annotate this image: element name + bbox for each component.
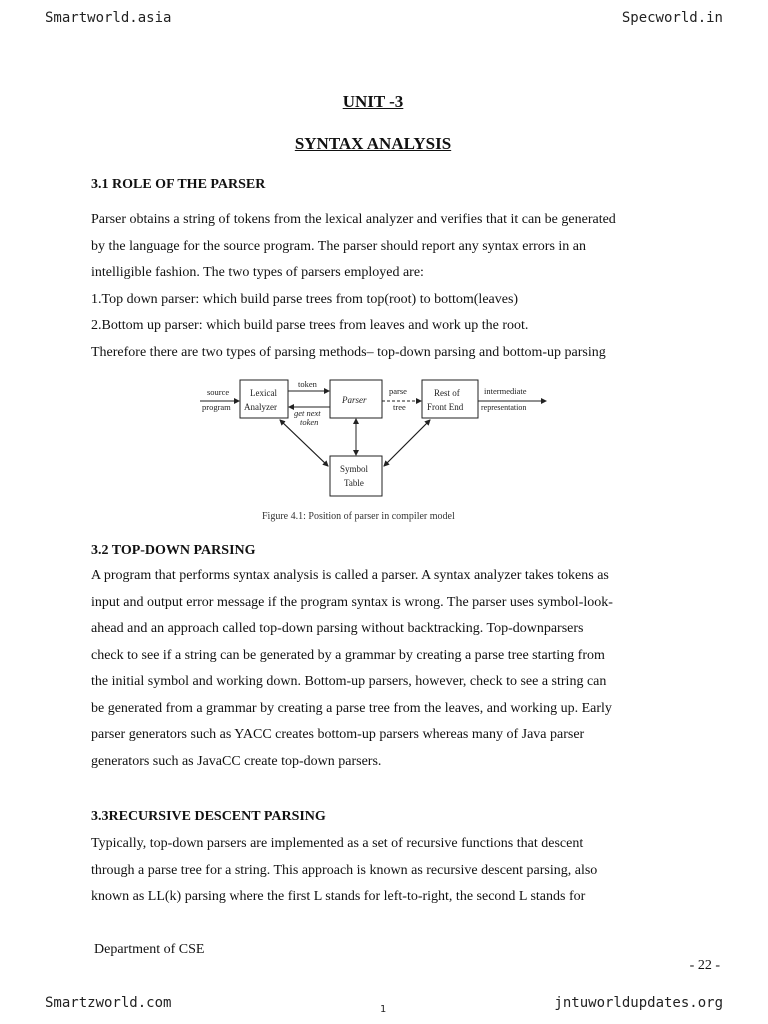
page-number: - 22 -: [689, 958, 720, 973]
text-line: parser generators such as YACC creates bottom-up parsers whereas many of Java parser: [91, 727, 585, 742]
figure-caption: Figure 4.1: Position of parser in compiler model: [262, 511, 455, 522]
text-line: 2.Bottom up parser: which build parse trees from leaves and work up the root.: [91, 318, 529, 333]
label-analyzer: Analyzer: [244, 402, 277, 412]
label-lexical: Lexical: [250, 388, 277, 398]
label-intermediate: intermediate: [484, 386, 527, 396]
section-body-recursive: [91, 831, 657, 911]
text-line: input and output error message if the program syntax is wrong. The parser uses symbol-look-: [91, 594, 613, 610]
text-line: known as LL(k) parsing where the first L stands for left-to-right, the second L stands for: [91, 889, 586, 904]
text-line: ahead and an approach called top-down parsing without backtracking. Top-downparsers: [91, 621, 584, 636]
subject-title: SYNTAX ANALYSIS: [294, 134, 452, 153]
section-body-role: [91, 207, 657, 366]
section-heading-topdown: 3.2 TOP-DOWN PARSING: [91, 543, 256, 558]
label-token: token: [298, 379, 317, 389]
label-representation: representation: [481, 403, 527, 412]
footer-right-site: jntuworldupdates.org: [554, 995, 723, 1011]
label-front-end: Front End: [427, 402, 464, 412]
label-program: program: [202, 402, 231, 412]
text-line: intelligible fashion. The two types of parsers employed are:: [91, 265, 424, 280]
parser-diagram: [200, 374, 550, 504]
text-line: Therefore there are two types of parsing methods– top-down parsing and bottom-up parsing: [91, 344, 606, 360]
footer-center-number: 1: [380, 1004, 387, 1015]
text-line: generators such as JavaCC create top-down parsers.: [91, 753, 382, 769]
label-symbol: Symbol: [340, 464, 369, 474]
text-line: be generated from a grammar by creating a parse tree from the leaves, and working up. Early: [91, 700, 612, 716]
header-left-site: Smartworld.asia: [45, 10, 172, 26]
header-right-site: Specworld.in: [621, 10, 723, 26]
unit-title: UNIT -3: [342, 92, 404, 111]
text-line: A program that performs syntax analysis is called a parser. A syntax analyzer takes tokens as: [91, 568, 609, 583]
footer-left-site: Smartzworld.com: [45, 995, 172, 1011]
text-line: check to see if a string can be generated by a grammar by creating a parse tree starting from: [91, 647, 605, 663]
section-heading-recursive: 3.3RECURSIVE DESCENT PARSING: [91, 809, 326, 824]
department-label: Department of CSE: [94, 942, 205, 957]
symbol-table-box: [330, 456, 382, 496]
section-body-topdown: [91, 563, 657, 775]
label-table: Table: [344, 478, 364, 488]
text-line: through a parse tree for a string. This approach is known as recursive descent parsing, also: [91, 862, 598, 878]
lexical-analyzer-box: [240, 380, 288, 418]
text-line: Parser obtains a string of tokens from the lexical analyzer and verifies that it can be generated: [91, 212, 616, 227]
label-get-next: get next: [294, 408, 321, 418]
rest-of-front-end-box: [422, 380, 478, 418]
section-heading-role: 3.1 ROLE OF THE PARSER: [91, 177, 266, 192]
text-line: the initial symbol and working down. Bottom-up parsers, however, check to see a string can: [91, 674, 607, 689]
text-line: by the language for the source program. The parser should report any syntax errors in an: [91, 238, 587, 254]
label-parse: parse: [389, 386, 407, 396]
label-source: source: [207, 387, 230, 397]
label-parser: Parser: [342, 395, 367, 405]
text-line: Typically, top-down parsers are implemented as a set of recursive functions that descent: [91, 836, 584, 851]
label-token-2: token: [300, 417, 319, 427]
label-rest-of: Rest of: [434, 388, 460, 398]
text-line: 1.Top down parser: which build parse trees from top(root) to bottom(leaves): [91, 291, 519, 307]
label-tree: tree: [393, 402, 406, 412]
